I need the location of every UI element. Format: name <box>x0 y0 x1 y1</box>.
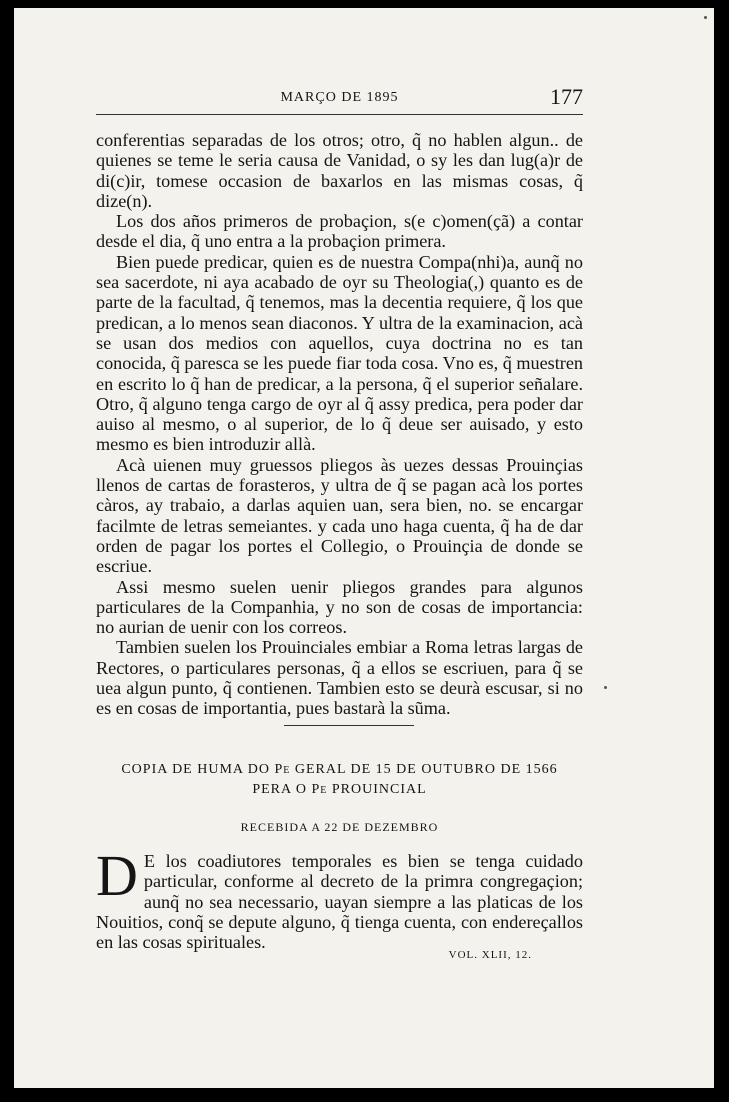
paragraph: Bien puede predicar, quien es de nuestra Compa(nhi)a, aunq̃ no sea sacerdote, ni aya acabado de oyr su Theologia(,) quanto es de parte de la facultad, q̃ tenemos, mas la decentia requiere, q̃ los que predican, a lo menos sean diaconos. Y ultra de la examinacion, acà se usan dos medios con aquellos, cuya doctrina no es tan conocida, q̃ paresca se les puede fiar toda cosa. Vno es, q̃ muestren en escrito lo q̃ han de predicar, a la persona, q̃ el superior señalare. Otro, q̃ alguno tenga cargo de oyr al q̃ assy predica, pera poder dar auiso al mesmo, o al superior, de lo q̃ deue ser auisado, y esto mesmo es bien introduzir allà. <box>96 251 584 455</box>
drop-cap: D <box>96 843 138 908</box>
paragraph: Acà uienen muy gruessos pliegos às uezes dessas Prouinҫias llenos de cartas de forasteros, y ultra de q̃ se pagan acà los portes càros, ay trabaio, a darlas aquien uan, sera bien, no. se encargar facilmte de letras semeiantes. y cada uno haga cuenta, q̃ ha de dar orden de pagar los portes el Collegio, o Prouinҫia de donde se escriue. <box>96 454 583 577</box>
main-text <box>96 130 583 719</box>
page-number: 177 <box>550 84 583 109</box>
section-heading <box>96 760 583 800</box>
signature-mark: VOL. XLII, 12. <box>448 949 532 961</box>
paragraph: Assi mesmo suelen uenir pliegos grandes para algunos particulares de la Companhia, y no son de cosas de importancia: no aurian de uenir con los correos. <box>96 576 583 638</box>
paragraph: Los dos años primeros de probaçion, s(e c)omen(ҫã) a contar desde el dia, q̃ uno entra a la probaçion primera. <box>96 211 583 252</box>
print-speck <box>704 16 707 19</box>
received-date: RECEBIDA A 22 DE DEZEMBRO <box>240 820 439 834</box>
paragraph: conferentias separadas de los otros; otro, q̃ no hablen algun.. de quienes se teme le seria causa de Vanidad, o sy les dan lug(a)r de di(c)ir, tomese occasion de baxarlos en las mismas cosas, q̃ dize(n). <box>96 130 583 211</box>
letter-paragraph: E los coadiutores temporales es bien se tenga cuidado particular, conforme al decreto de la primra congregaҫion; aunq̃ no sea necessario, uayan siempre a las platicas de los Nouitios, conq̃ se depute alguno, q̃ tienga cuenta, con endereҫallos en las cosas spirituales. <box>96 851 583 953</box>
section-divider <box>284 725 414 726</box>
book-page <box>14 8 714 1088</box>
letter-text <box>96 843 583 953</box>
paragraph: Tambien suelen los Prouinciales embiar a Roma letras largas de Rectores, o particulares personas, q̃ a ellos se escriuen, para q̃ se uea algun punto, q̃ contienen. Tambien esto se deurà escusar, si no es en cosas de importantia, pues bastarà la sũma. <box>96 637 583 719</box>
page-header <box>96 78 583 115</box>
print-speck <box>604 686 607 689</box>
section-heading-line: COPIA DE HUMA DO Pe GERAL DE 15 DE OUTUBRO DE 1566 <box>121 762 558 777</box>
running-title: MARÇO DE 1895 <box>280 90 399 105</box>
section-heading-line: PERA O Pe PROUINCIAL <box>252 782 427 797</box>
